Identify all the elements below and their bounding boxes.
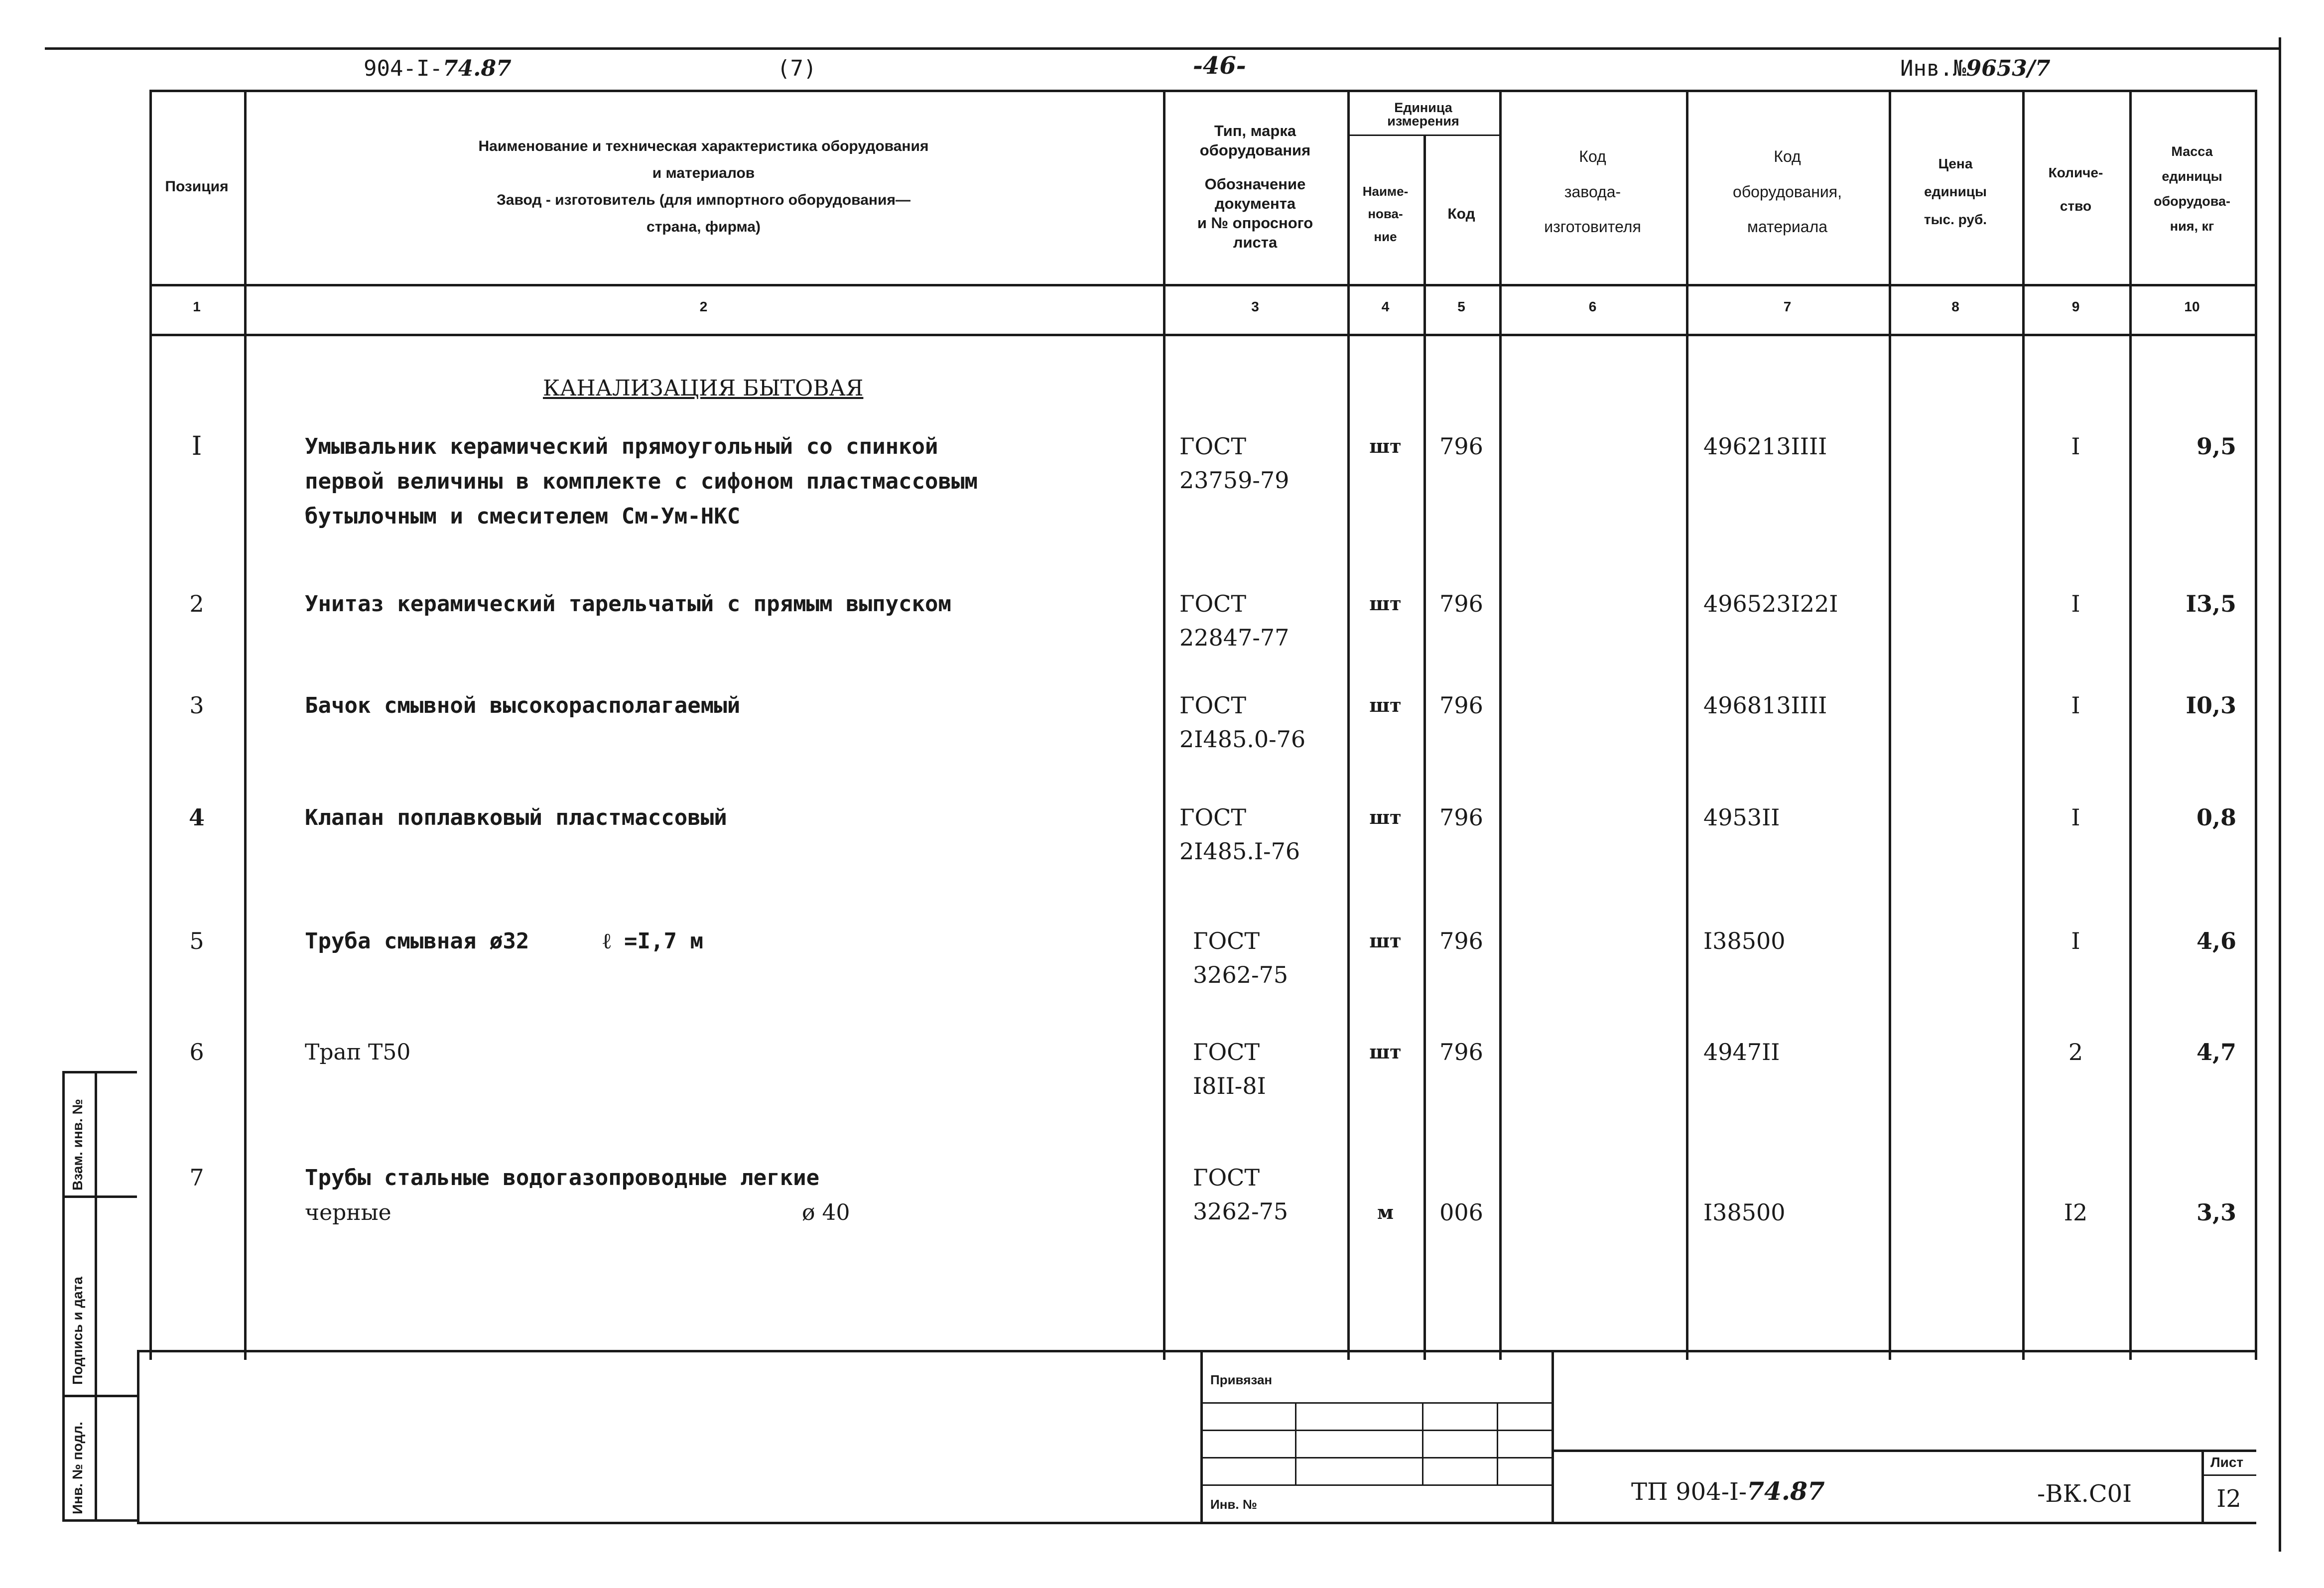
project-code-hand: 74.87 (442, 56, 512, 81)
row-document: 2I485.I-76 (1179, 838, 1300, 865)
stamp-inventory-label: Инв. № (1210, 1497, 1257, 1512)
row-document: ГОСТ (1179, 692, 1247, 719)
row-unit: шт (1369, 435, 1402, 457)
page-number: -46- (1193, 52, 1246, 80)
header-unit-code (1423, 164, 1499, 264)
header-type-line: и № опросного (1197, 214, 1313, 232)
header-unit-group (1347, 95, 1499, 134)
row-name: бутылочным и смесителем См-Ум-НКС (305, 504, 741, 529)
header-factory-code (1499, 110, 1686, 274)
row-unit: шт (1369, 1041, 1402, 1063)
header-name-line: Наименование и техническая характеристика оборудования (478, 138, 929, 154)
row-equipment-code: I38500 (1703, 927, 1786, 954)
row-position: 2 (189, 590, 204, 617)
row-unit: шт (1369, 694, 1402, 716)
header-type (1163, 90, 1347, 284)
header-equipment-line: Код (1774, 147, 1801, 166)
header-position (149, 90, 244, 284)
header-quantity-line: ство (2060, 198, 2092, 214)
row-quantity: I (2071, 692, 2080, 719)
unit-group-divider (1347, 134, 1499, 136)
header-unit-code-text: Код (1447, 205, 1475, 222)
side-strip-line (62, 1395, 137, 1397)
grid-line (1200, 1457, 1551, 1458)
project-code (364, 56, 512, 81)
row-name-extra: ø 40 (802, 1200, 850, 1225)
row-quantity: I (2071, 804, 2080, 831)
row-quantity: I2 (2064, 1199, 2088, 1226)
header-quantity (2022, 115, 2129, 264)
header-name-line: и материалов (652, 165, 755, 181)
inventory-hand: 9653/7 (1966, 56, 2051, 81)
row-unit: шт (1369, 592, 1402, 615)
header-unit-name-line: ние (1374, 229, 1397, 244)
row-name: Трубы стальные водогазопроводные легкие (305, 1165, 820, 1191)
col-sep-8 (2022, 90, 2025, 1360)
row-quantity: I (2071, 927, 2080, 954)
column-number: 7 (1783, 299, 1792, 314)
stamp-document-code (1631, 1474, 1825, 1509)
side-strip-line (62, 1195, 137, 1198)
row-mass: 4,6 (2196, 927, 2236, 954)
grid-line (1200, 1430, 1551, 1431)
row-equipment-code: 4953II (1703, 804, 1780, 831)
row-document: I8II-8I (1193, 1072, 1266, 1099)
header-price (1889, 115, 2022, 269)
stamp-mid-line (1551, 1450, 2256, 1452)
row-name: черные (305, 1200, 391, 1225)
header-mass-line: ния, кг (2170, 218, 2214, 234)
row-name: Труба смывная ø32 (305, 928, 529, 954)
header-type-line: Обозначение (1204, 175, 1306, 193)
col-sep-6 (1686, 90, 1688, 1360)
grid-line (1200, 1402, 1551, 1404)
side-strip-right (95, 1071, 97, 1519)
row-document: 2I485.0-76 (1179, 726, 1306, 753)
column-number: 1 (193, 299, 201, 314)
column-number: 6 (1588, 299, 1597, 314)
row-position: I (191, 431, 202, 461)
stamp-left-border (137, 1350, 139, 1524)
header-mass-line: единицы (2162, 169, 2222, 184)
header-type-line: документа (1214, 195, 1296, 212)
grid-line (1497, 1402, 1498, 1484)
stamp-privyazan-left (1200, 1350, 1203, 1524)
side-strip-line (62, 1071, 137, 1073)
column-number: 2 (699, 299, 708, 314)
stamp-doc-hand: 74.87 (1747, 1476, 1825, 1506)
column-number: 5 (1457, 299, 1465, 314)
row-document: ГОСТ (1193, 1039, 1260, 1065)
header-unit-name-line: Наиме- (1362, 183, 1409, 199)
inventory-number (1900, 56, 2051, 81)
row-position: 6 (189, 1039, 204, 1065)
row-equipment-code: 496813IIII (1703, 692, 1827, 719)
stamp-privyazan-right (1551, 1350, 1554, 1524)
row-quantity: I (2071, 590, 2080, 617)
row-document: 22847-77 (1179, 624, 1290, 651)
header-unit-name-line: нова- (1368, 206, 1403, 222)
header-type-line: оборудования (1199, 141, 1311, 159)
row-unit-code: 796 (1439, 927, 1483, 954)
header-factory-line: изготовителя (1544, 218, 1641, 236)
row-position: 7 (189, 1164, 204, 1191)
col-sep-9 (2129, 90, 2132, 1360)
header-equipment-code (1686, 110, 1889, 274)
side-label-inv-podl: Инв. № подл. (70, 1422, 85, 1514)
stamp-bottom-border (137, 1522, 2256, 1524)
col-sep-4 (1423, 134, 1426, 1360)
row-unit-code: 796 (1439, 1039, 1483, 1065)
row-unit: м (1377, 1201, 1394, 1223)
header-unit-line: измерения (1387, 114, 1459, 129)
side-label-podpis: Подпись и дата (70, 1277, 85, 1385)
row-name: Трап Т50 (305, 1040, 411, 1065)
row-name-extra: ℓ =I,7 м (603, 928, 703, 954)
column-number: 10 (2184, 299, 2200, 314)
project-code-prefix: 904-I- (364, 56, 443, 81)
grid-line (1200, 1484, 1551, 1486)
column-number: 9 (2071, 299, 2080, 314)
row-unit: шт (1369, 806, 1402, 828)
header-unit-name (1347, 164, 1423, 264)
row-position: 5 (189, 927, 204, 954)
stamp-top-border (137, 1350, 2256, 1352)
header-mass (2129, 115, 2255, 264)
inventory-prefix: Инв.№ (1900, 56, 1966, 81)
header-mass-line: Масса (2171, 144, 2213, 159)
stamp-sheet-number: I2 (2216, 1485, 2241, 1513)
row-name: Унитаз керамический тарельчатый с прямым выпуском (305, 591, 952, 617)
row-mass: 4,7 (2196, 1039, 2236, 1065)
col-sep-3 (1347, 90, 1350, 1360)
row-position: 3 (189, 692, 204, 719)
row-name: первой величины в комплекте с сифоном пластмассовым (305, 469, 978, 494)
side-label-vzam: Взам. инв. № (70, 1099, 85, 1191)
stamp-privyazan-label: Привязан (1210, 1372, 1273, 1387)
row-quantity: I (2071, 433, 2080, 460)
row-document: ГОСТ (1179, 590, 1247, 617)
row-equipment-code: 496213IIII (1703, 433, 1827, 460)
row-document: 3262-75 (1193, 961, 1289, 988)
row-equipment-code: I38500 (1703, 1199, 1786, 1226)
header-type-line: листа (1233, 233, 1278, 251)
row-mass: 9,5 (2196, 433, 2236, 460)
column-number: 3 (1251, 299, 1259, 314)
row-quantity: 2 (2068, 1039, 2083, 1065)
row-position: 4 (188, 804, 205, 831)
section-title: КАНАЛИЗАЦИЯ БЫТОВАЯ (543, 376, 864, 401)
row-unit-code: 796 (1439, 590, 1483, 617)
numbers-divider (149, 334, 2256, 336)
header-price-line: Цена (1938, 156, 1973, 171)
row-document: ГОСТ (1179, 433, 1247, 460)
row-equipment-code: 4947II (1703, 1039, 1780, 1065)
sheet-right-border (2279, 37, 2281, 1552)
row-document: ГОСТ (1193, 1164, 1260, 1191)
header-mass-line: оборудова- (2153, 194, 2231, 209)
header-unit-line: Единица (1394, 100, 1452, 115)
row-document: ГОСТ (1179, 804, 1247, 831)
col-sep-5 (1499, 90, 1502, 1360)
header-quantity-line: Количе- (2048, 164, 2103, 180)
grid-line (1422, 1402, 1423, 1484)
header-equipment-line: материала (1747, 218, 1828, 236)
row-name: Бачок смывной высокорасполагаемый (305, 693, 741, 718)
stamp-doc-prefix: ТП 904-I- (1631, 1478, 1747, 1506)
header-position-text: Позиция (165, 178, 229, 195)
row-unit-code: 796 (1439, 433, 1483, 460)
row-mass: 0,8 (2196, 804, 2236, 831)
row-name: Умывальник керамический прямоугольный со спинкой (305, 434, 938, 459)
sheet-top-border (45, 47, 2281, 50)
row-equipment-code: 496523I22I (1703, 590, 1838, 617)
header-factory-line: Код (1579, 147, 1606, 166)
grid-line (1295, 1402, 1296, 1484)
header-name-line: Завод - изготовитель (для импортного оборудования— (497, 192, 910, 208)
header-divider (149, 284, 2256, 286)
series-label: (7) (777, 56, 817, 81)
row-unit: шт (1369, 929, 1402, 952)
col-sep-7 (1889, 90, 1891, 1360)
stamp-sheet-line (2201, 1474, 2256, 1476)
row-mass: I3,5 (2186, 590, 2236, 617)
column-number: 8 (1951, 299, 1959, 314)
header-name (244, 90, 1163, 284)
side-strip-left (62, 1071, 65, 1519)
row-unit-code: 006 (1439, 1199, 1483, 1226)
table-right-border (2255, 90, 2257, 1360)
header-equipment-line: оборудования, (1733, 182, 1842, 201)
header-name-line: страна, фирма) (646, 219, 761, 235)
row-name: Клапан поплавковый пластмассовый (305, 805, 727, 830)
row-document: 23759-79 (1179, 467, 1290, 494)
row-document: 3262-75 (1193, 1198, 1289, 1225)
header-type-line: Тип, марка (1214, 122, 1296, 139)
row-document: ГОСТ (1193, 927, 1260, 954)
stamp-sheet-label: Лист (2210, 1455, 2244, 1470)
header-price-line: единицы (1924, 184, 1987, 199)
stamp-document-suffix: -ВК.С0I (2037, 1480, 2132, 1508)
row-unit-code: 796 (1439, 692, 1483, 719)
row-unit-code: 796 (1439, 804, 1483, 831)
row-mass: I0,3 (2186, 692, 2236, 719)
header-factory-line: завода- (1564, 182, 1621, 201)
side-strip-line (62, 1519, 137, 1522)
row-mass: 3,3 (2196, 1199, 2236, 1226)
column-number: 4 (1381, 299, 1390, 314)
header-price-line: тыс. руб. (1924, 212, 1987, 227)
